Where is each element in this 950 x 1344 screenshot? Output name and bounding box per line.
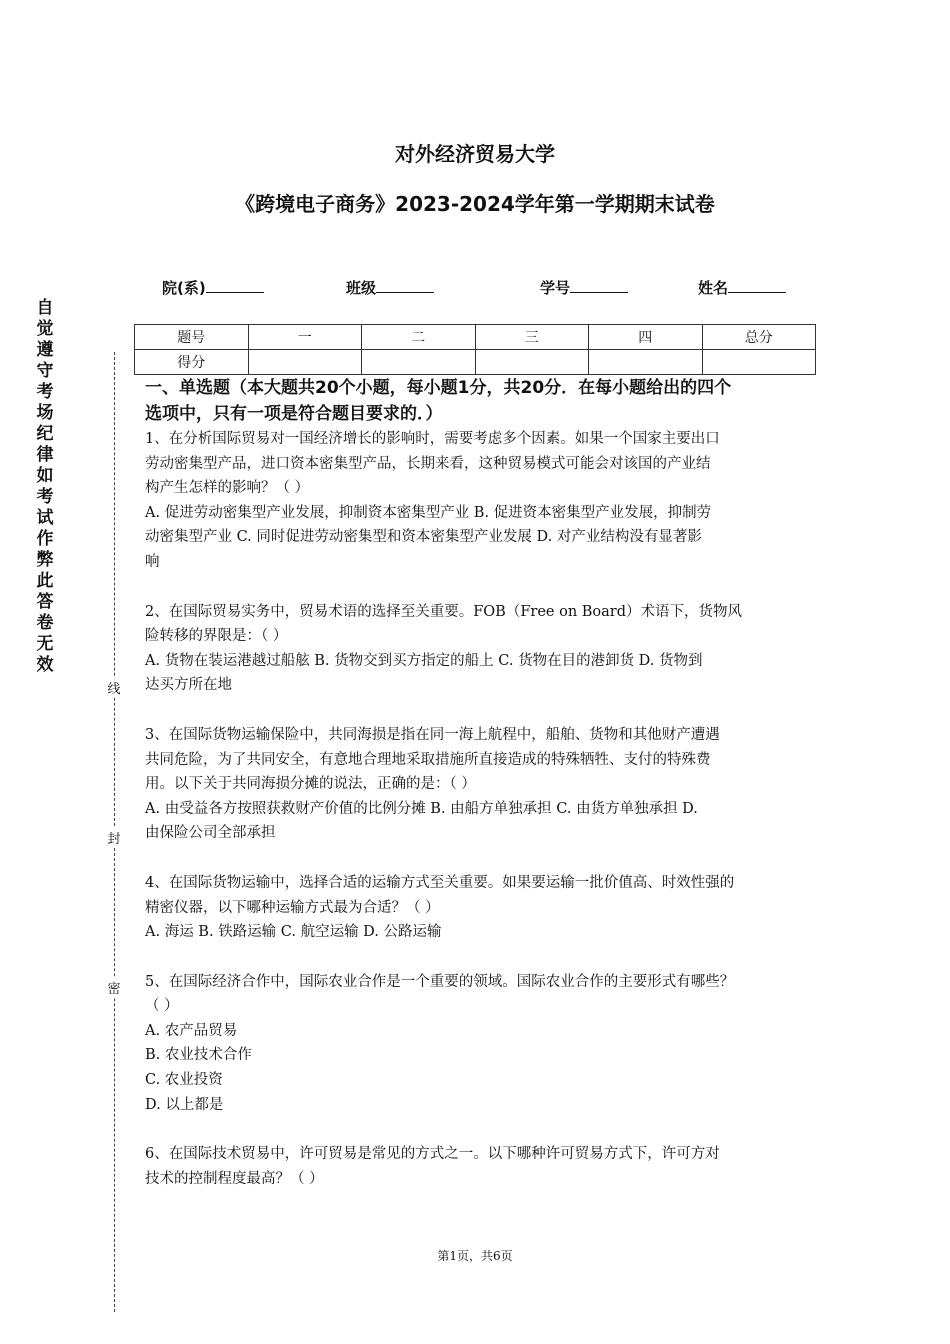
side-notice-char: 纪 [36,424,54,444]
question-line: 2、在国际贸易实务中，贸易术语的选择至关重要。FOB（Free on Board）术语下，货物风 [145,603,743,620]
side-notice-char: 弊 [36,550,54,570]
side-notice-char: 效 [36,655,54,675]
question-6 [145,1142,817,1191]
side-notice-char: 答 [36,592,54,612]
question-line: A. 由受益各方按照获救财产价值的比例分摊 B. 由船方单独承担 C. 由货方单独承担 D. [145,800,698,817]
question-line: 劳动密集型产品，进口资本密集型产品，长期来看，这种贸易模式可能会对该国的产业结 [145,455,711,472]
side-notice-char: 试 [36,508,54,528]
field-name [698,276,786,298]
section-heading: 一、单选题（本大题共20个小题，每小题1分，共20分．在每小题给出的四个 [145,378,732,398]
question-line: 精密仪器，以下哪种运输方式最为合适？（ ） [145,899,440,916]
side-notice-char: 场 [36,403,54,423]
field-class-blank[interactable] [376,276,434,293]
question-line: A. 海运 B. 铁路运输 C. 航空运输 D. 公路运输 [145,924,442,941]
question-line: 1、在分析国际贸易对一国经济增长的影响时，需要考虑多个因素。如果一个国家主要出口 [145,431,720,447]
section-heading: 选项中，只有一项是符合题目要求的．） [145,404,443,424]
question-2 [145,600,817,698]
field-name-blank[interactable] [728,276,786,293]
question-line: 3、在国际货物运输保险中，共同海损是指在同一海上航程中，船舶、货物和其他财产遭遇 [145,726,720,743]
field-student-id [540,276,628,298]
field-class-label: 班级 [346,279,377,297]
side-notice-char: 如 [36,466,54,486]
field-student-id-blank[interactable] [570,276,628,293]
question-line: 共同危险，为了共同安全，有意地合理地采取措施所直接造成的特殊牺牲、支付的特殊费 [145,751,711,768]
score-input-cell[interactable] [702,350,816,375]
question-3 [145,723,817,846]
score-input-cell[interactable] [475,350,589,375]
question-line: A. 促进劳动密集型产业发展，抑制资本密集型产业 B. 促进资本密集型产业发展，抑制劳 [145,504,712,521]
score-table [134,324,816,375]
question-5 [145,970,817,1118]
question-line: 险转移的界限是：（ ） [145,628,288,645]
question-line: 构产生怎样的影响？（ ） [145,480,310,497]
side-notice-char: 守 [36,361,54,381]
field-department-blank[interactable] [206,276,264,293]
side-notice-char: 自 [36,298,54,318]
question-line: 动密集型产业 C. 同时促进劳动密集型和资本密集型产业发展 D. 对产业结构没有显著影 [145,529,702,546]
binding-mark-line: 线 [106,678,122,697]
exam-title: 《跨境电子商务》2023-2024学年第一学期期末试卷 [235,192,715,216]
side-notice-char: 觉 [36,319,54,339]
field-department-label: 院(系) [162,279,206,297]
question-line: 达买方所在地 [145,677,232,694]
question-line: C. 农业投资 [145,1072,223,1089]
question-line: 由保险公司全部承担 [145,825,276,842]
page-footer: 第1页，共6页 [437,1249,513,1263]
score-input-cell[interactable] [589,350,703,375]
side-notice-char: 作 [36,529,54,549]
question-line: A. 农产品贸易 [145,1022,238,1039]
question-line: 5、在国际经济合作中，国际农业合作是一个重要的领域。国际农业合作的主要形式有哪些？ [145,973,735,990]
question-line: D. 以上都是 [145,1096,224,1113]
field-student-id-label: 学号 [540,279,571,297]
score-table-cell: 二 [362,325,476,350]
score-input-cell[interactable] [248,350,362,375]
field-department [162,276,264,298]
side-notice-char: 考 [36,487,54,507]
side-notice-char: 考 [36,382,54,402]
side-notice-char: 律 [36,445,54,465]
university-name: 对外经济贸易大学 [395,142,555,166]
field-name-label: 姓名 [698,279,729,297]
side-notice-char: 卷 [36,613,54,633]
side-notice [34,298,56,676]
score-table-cell: 题号 [135,325,249,350]
question-content [145,375,817,1191]
field-class [346,276,434,298]
side-notice-char: 此 [36,571,54,591]
question-line: B. 农业技术合作 [145,1047,252,1064]
question-line: （ ） [145,998,179,1015]
score-table-cell: 总分 [702,325,816,350]
side-notice-char: 遵 [36,340,54,360]
question-1 [145,427,817,575]
score-table-cell: 得分 [135,350,249,375]
question-line: 响 [145,553,160,570]
question-line: 4、在国际货物运输中，选择合适的运输方式至关重要。如果要运输一批价值高、时效性强的 [145,874,735,891]
question-line: 技术的控制程度最高？（ ） [145,1170,324,1187]
binding-mark-secret: 密 [106,978,122,997]
score-input-cell[interactable] [362,350,476,375]
binding-mark-seal: 封 [106,828,122,847]
score-table-cell: 三 [475,325,589,350]
side-notice-char: 无 [36,634,54,654]
score-table-score-row [135,350,816,375]
question-line: A. 货物在装运港越过船舷 B. 货物交到买方指定的船上 C. 货物在目的港卸货 D. 货物到 [145,652,703,669]
question-line: 用。以下关于共同海损分摊的说法，正确的是：（ ） [145,776,476,793]
question-line: 6、在国际技术贸易中，许可贸易是常见的方式之一。以下哪种许可贸易方式下，许可方对 [145,1146,720,1163]
score-table-cell: 四 [589,325,703,350]
score-table-cell: 一 [248,325,362,350]
score-table-header-row [135,325,816,350]
question-4 [145,871,817,945]
